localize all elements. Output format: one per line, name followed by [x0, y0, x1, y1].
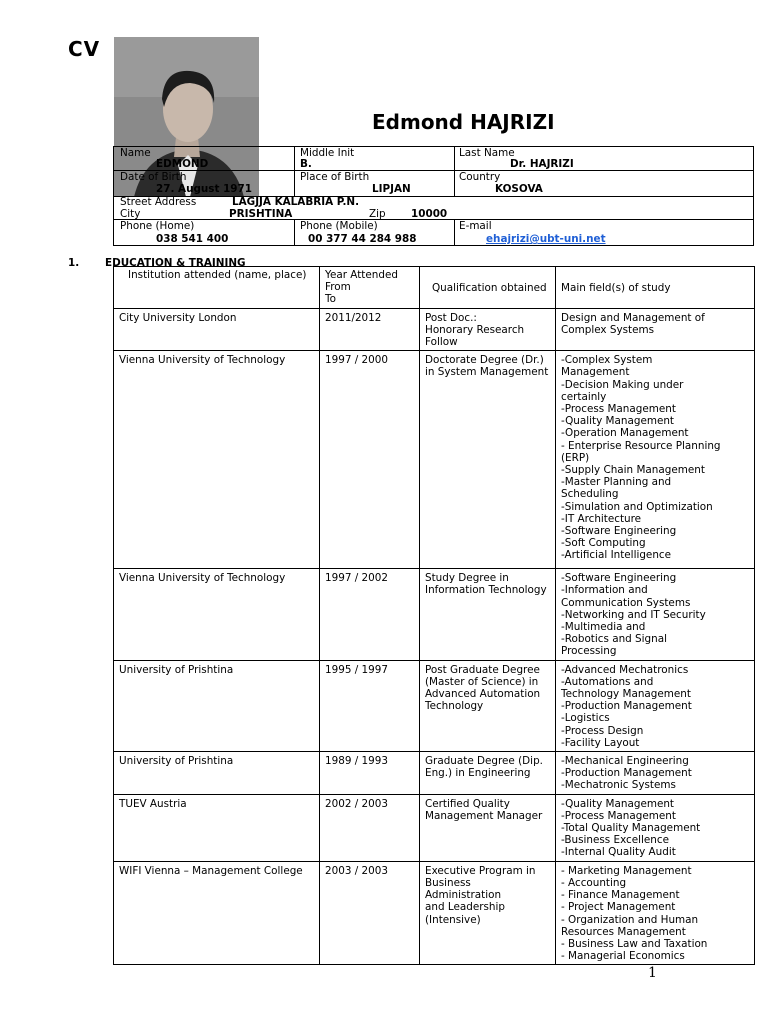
cell-field: Design and Management of Complex Systems	[556, 308, 755, 351]
last-name-label: Last Name	[459, 147, 515, 159]
header-qualification: Qualification obtained	[420, 267, 556, 309]
cell-years: 1995 / 1997	[320, 660, 420, 751]
phone-home-label: Phone (Home)	[120, 220, 195, 232]
cell-field: -Quality Management -Process Management -Total Quality Management -Business Excellence -Internal Quality Audit	[556, 794, 755, 861]
table-header-row	[114, 267, 755, 309]
cell-institution: TUEV Austria	[114, 794, 320, 861]
name-label: Name	[120, 147, 151, 159]
middle-init-value: B.	[300, 158, 312, 170]
cell-years: 1997 / 2002	[320, 569, 420, 660]
header-field: Main field(s) of study	[556, 267, 755, 309]
email-link[interactable]: ehajrizi@ubt-uni.net	[486, 233, 606, 245]
email-label: E-mail	[459, 220, 492, 232]
street-value: LAGJJA KALABRIA P.N.	[232, 196, 360, 208]
name-value: EDMOND	[156, 158, 209, 170]
header-years: Year Attended From To	[320, 267, 420, 309]
section-number: 1.	[68, 257, 80, 269]
cell-years: 2003 / 2003	[320, 861, 420, 965]
cell-qualification: Certified Quality Management Manager	[420, 794, 556, 861]
table-row	[114, 308, 755, 351]
cell-years: 1997 / 2000	[320, 351, 420, 569]
cell-qualification: Graduate Degree (Dip. Eng.) in Engineering	[420, 752, 556, 795]
cell-qualification: Post Graduate Degree (Master of Science) in Advanced Automation Technology	[420, 660, 556, 751]
last-name-value: Dr. HAJRIZI	[510, 158, 574, 170]
cell-field: - Marketing Management - Accounting - Finance Management - Project Management - Organization and Human Resources Management - Business Law and Taxation - Managerial Economics	[556, 861, 755, 965]
cell-qualification: Doctorate Degree (Dr.) in System Management	[420, 351, 556, 569]
cell-institution: Vienna University of Technology	[114, 569, 320, 660]
cell-field: -Advanced Mechatronics -Automations and Technology Management -Production Management -Logistics -Process Design -Facility Layout	[556, 660, 755, 751]
zip-value: 10000	[411, 208, 448, 220]
dob-label: Date of Birth	[120, 171, 187, 183]
cv-label: CV	[68, 37, 101, 61]
city-value: PRISHTINA	[229, 208, 293, 220]
street-label: Street Address	[120, 196, 197, 208]
cell-years: 1989 / 1993	[320, 752, 420, 795]
table-row	[114, 794, 755, 861]
cell-years: 2011/2012	[320, 308, 420, 351]
country-label: Country	[459, 171, 501, 183]
table-row	[114, 569, 755, 660]
cell-qualification: Executive Program in Business Administration and Leadership (Intensive)	[420, 861, 556, 965]
section-title: EDUCATION & TRAINING	[105, 257, 246, 269]
city-label: City	[120, 208, 141, 220]
cell-institution: University of Prishtina	[114, 752, 320, 795]
pob-label: Place of Birth	[300, 171, 370, 183]
table-row	[114, 660, 755, 751]
middle-init-label: Middle Init	[300, 147, 355, 159]
cell-institution: Vienna University of Technology	[114, 351, 320, 569]
cell-qualification: Study Degree in Information Technology	[420, 569, 556, 660]
cell-years: 2002 / 2003	[320, 794, 420, 861]
dob-value: 27. August 1971	[156, 183, 252, 195]
page-number: 1	[648, 965, 657, 981]
header-institution: Institution attended (name, place)	[114, 267, 320, 309]
cell-institution: WIFI Vienna – Management College	[114, 861, 320, 965]
table-row	[114, 752, 755, 795]
table-row	[114, 351, 755, 569]
cell-qualification: Post Doc.: Honorary Research Follow	[420, 308, 556, 351]
education-table	[113, 266, 755, 965]
phone-home-value: 038 541 400	[156, 233, 229, 245]
table-row	[114, 861, 755, 965]
cell-field: -Complex System Management -Decision Making under certainly -Process Management -Quality Management -Operation Management - Enterprise Resource Planning (ERP) -Supply Chain Management -Master Planning and Scheduling -Simulation and Optimization -IT Architecture -Software Engineering -Soft Computing -Artificial Intelligence	[556, 351, 755, 569]
country-value: KOSOVA	[495, 183, 543, 195]
zip-label: Zip	[369, 208, 386, 220]
pob-value: LIPJAN	[372, 183, 411, 195]
cell-institution: City University London	[114, 308, 320, 351]
full-name-title: Edmond HAJRIZI	[372, 110, 555, 134]
phone-mobile-label: Phone (Mobile)	[300, 220, 378, 232]
phone-mobile-value: 00 377 44 284 988	[308, 233, 417, 245]
cell-field: -Mechanical Engineering -Production Management -Mechatronic Systems	[556, 752, 755, 795]
cell-institution: University of Prishtina	[114, 660, 320, 751]
cell-field: -Software Engineering -Information and Communication Systems -Networking and IT Security -Multimedia and -Robotics and Signal Processing	[556, 569, 755, 660]
